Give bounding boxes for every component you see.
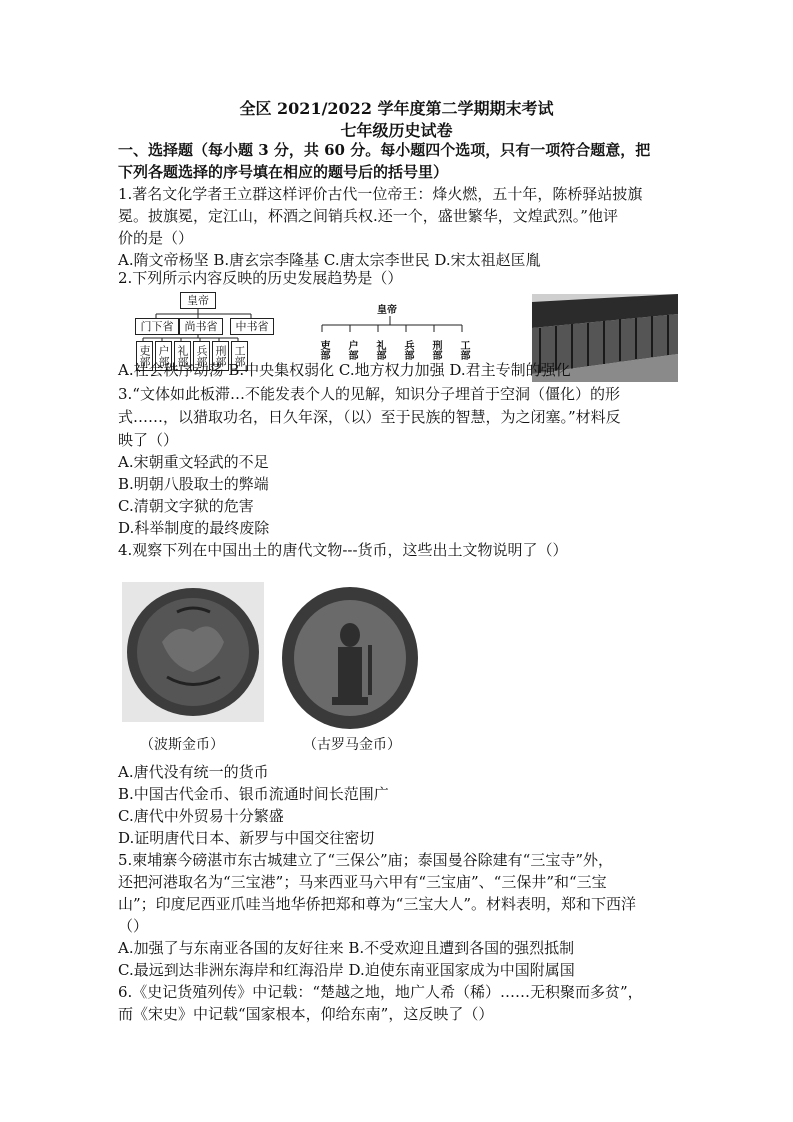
q3-option-b: B.明朝八股取士的弊端 bbox=[118, 475, 269, 493]
diagram1-emperor: 皇帝 bbox=[180, 292, 216, 309]
q3-option-d: D.科举制度的最终废除 bbox=[118, 519, 270, 537]
roman-coin-caption: （古罗马金币） bbox=[303, 737, 401, 753]
diagram2-ministry-bing: 兵部 bbox=[402, 340, 413, 360]
diagram2-emperor: 皇帝 bbox=[377, 305, 397, 316]
section-heading-2: 下列各题选择的序号填在相应的题号后的括号里） bbox=[118, 163, 449, 181]
q3-line-1: 3.“文体如此板滞…不能发表个人的见解，知识分子埋首于空洞（僵化）的形 bbox=[118, 385, 620, 403]
diagram1-ministry-li: 吏部 bbox=[136, 341, 153, 371]
q5-options-1: A.加强了与东南亚各国的友好往来 B.不受欢迎且遭到各国的强烈抵制 bbox=[118, 939, 575, 957]
q4-option-c: C.唐代中外贸易十分繁盛 bbox=[118, 807, 284, 825]
diagram1-ministry-rites: 礼部 bbox=[174, 341, 191, 371]
diagram2-connectors bbox=[312, 312, 472, 352]
diagram2-ministry-gong: 工部 bbox=[458, 340, 469, 360]
diagram2-ministry-xing: 刑部 bbox=[430, 340, 441, 360]
q4-option-a: A.唐代没有统一的货币 bbox=[118, 763, 269, 781]
q1-line-2: 冕。披旗冕，定江山，杯酒之间销兵权.还一个，盛世繁华，文煌武烈。”他评 bbox=[118, 207, 618, 225]
diagram1-ministry-bing: 兵部 bbox=[193, 341, 210, 371]
diagram1-zhongshu: 中书省 bbox=[230, 318, 274, 335]
diagram1-shangshu: 尚书省 bbox=[179, 318, 223, 335]
q3-option-c: C.清朝文字狱的危害 bbox=[118, 497, 254, 515]
diagram1-ministry-gong: 工部 bbox=[231, 341, 248, 371]
q6-line-2: 而《宋史》中记载“国家根本，仰给东南”，这反映了（） bbox=[118, 1005, 494, 1023]
q6-line-1: 6.《史记货殖列传》中记载：“楚越之地，地广人希（稀）……无积聚而多贫”， bbox=[118, 983, 643, 1001]
q2-options: A.社会秩序动荡 B.中央集权弱化 C.地方权力加强 D.君主专制的强化 bbox=[118, 361, 571, 379]
persian-coin-caption: （波斯金币） bbox=[140, 737, 224, 753]
diagram1-ministry-hu: 户部 bbox=[155, 341, 172, 371]
q5-line-3: 山”；印度尼西亚爪哇当地华侨把郑和尊为“三宝大人”。材料表明，郑和下西洋 bbox=[118, 895, 637, 913]
q5-line-2: 还把河港取名为“三宝港”；马来西亚马六甲有“三宝庙”、“三保井”和“三宝 bbox=[118, 873, 607, 891]
q3-option-a: A.宋朝重文轻武的不足 bbox=[118, 453, 269, 471]
q3-line-3: 映了（） bbox=[118, 431, 179, 449]
q4-stem: 4.观察下列在中国出土的唐代文物---货币，这些出土文物说明了（） bbox=[118, 541, 568, 559]
roman-gold-coin-image bbox=[280, 585, 420, 731]
diagram1-ministry-xing: 刑部 bbox=[212, 341, 229, 371]
diagram2-ministry-hu: 户部 bbox=[346, 340, 357, 360]
persian-gold-coin-image bbox=[122, 582, 264, 722]
q4-option-b: B.中国古代金币、银币流通时间长范围广 bbox=[118, 785, 389, 803]
q3-line-2: 式……，以猎取功名，日久年深，（以）至于民族的智慧，为之闭塞。”材料反 bbox=[118, 408, 621, 426]
q2-stem: 2.下列所示内容反映的历史发展趋势是（） bbox=[118, 269, 403, 287]
exam-subtitle: 七年级历史试卷 bbox=[340, 121, 453, 140]
q1-options: A.隋文帝杨坚 B.唐玄宗李隆基 C.唐太宗李世民 D.宋太祖赵匡胤 bbox=[118, 251, 541, 269]
exam-title: 全区 2021/2022 学年度第二学期期末考试 bbox=[239, 99, 554, 118]
q5-line-4: （） bbox=[118, 917, 149, 935]
section-heading-1: 一、选择题（每小题 3 分，共 60 分。每小题四个选项，只有一项符合题意，把 bbox=[118, 141, 651, 159]
diagram1-menxia: 门下省 bbox=[135, 318, 179, 335]
diagram2-ministry-li: 吏部 bbox=[318, 340, 329, 360]
q1-line-1: 1.著名文化学者王立群这样评价古代一位帝王：烽火燃，五十年，陈桥驿站披旗 bbox=[118, 185, 643, 203]
q1-line-3: 价的是（） bbox=[118, 229, 194, 247]
q5-options-2: C.最远到达非洲东海岸和红海沿岸 D.迫使东南亚国家成为中国附属国 bbox=[118, 961, 575, 979]
diagram2-ministry-rites: 礼部 bbox=[374, 340, 385, 360]
q4-option-d: D.证明唐代日本、新罗与中国交往密切 bbox=[118, 829, 375, 847]
q5-line-1: 5.柬埔寨今磅湛市东古城建立了“三保公”庙；泰国曼谷除建有“三宝寺”外， bbox=[118, 851, 613, 869]
